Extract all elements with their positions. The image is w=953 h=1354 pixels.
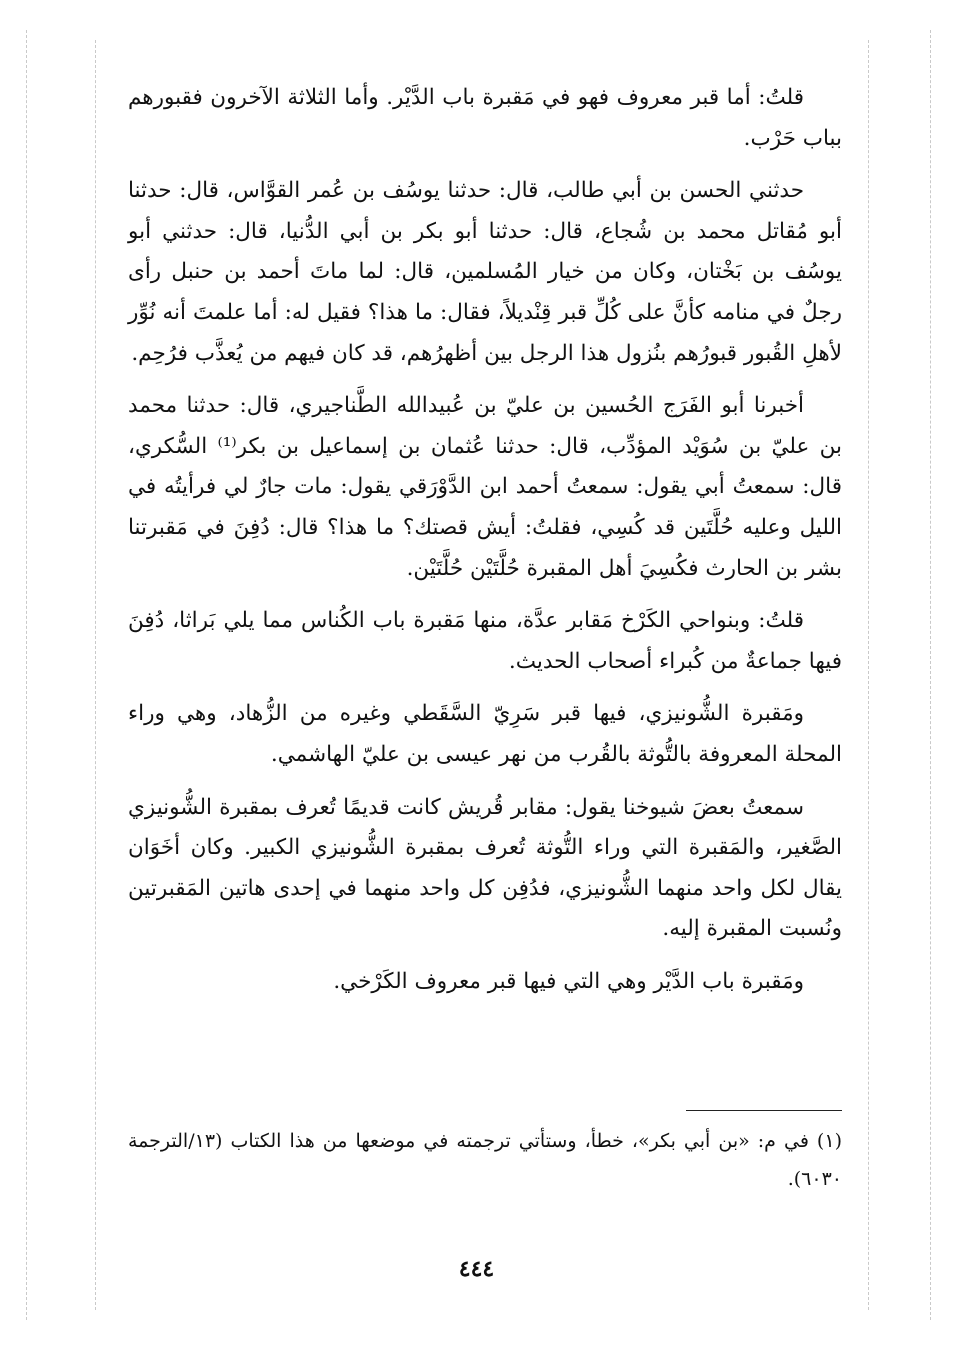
paragraph: قلتُ: أما قبر معروف فهو في مَقبرة باب الدَّيْر. وأما الثلاثة الآخرون فقبورهم بباب حَرْب. <box>128 85 842 151</box>
main-text <box>128 78 842 1002</box>
scan-artifact-line <box>95 40 96 1310</box>
paragraph: ومَقبرة الشُّونيزي، فيها قبر سَرِيّ السَّقَطي وغيره من الزُّهاد، وهي وراء المحلة المعروفة بالتُّوثة بالقُرب من نهر عيسى بن عليّ الهاشمي. <box>128 701 842 767</box>
scan-artifact-line <box>26 30 27 1320</box>
paragraph: أخبرنا أبو الفَرَج الحُسين بن عليّ بن عُبيدالله الطَّناجيري، قال: حدثنا محمد بن عليّ بن سُوَيْد المؤدِّب، قال: حدثنا عُثمان بن إسماعيل بن بكر⁽¹⁾ السُّكري، قال: سمعتُ أبي يقول: سمعتُ أحمد ابن الدَّوْرَقي يقول: مات جارٌ لي فرأيتُه في الليل وعليه حُلَّتَين قد كُسِي، فقلتُ: أيش قصتك؟ ما هذا؟ قال: دُفِنَ في مَقبرتنا بشر بن الحارث فكُسِيَ أهل المقبرة حُلَّتَيْن حُلَّتَيْن. <box>128 393 842 581</box>
footnote: (١) في م: «بن أبي بكر»، خطأ، وستأتي ترجمته في موضعها من هذا الكتاب (١٣/الترجمة ٦٠٣٠). <box>128 1130 842 1190</box>
paragraph: ومَقبرة باب الدَّيْر وهي التي فيها قبر معروف الكَرْخي. <box>333 968 804 994</box>
page-number: ٤٤٤ <box>458 1256 495 1282</box>
scan-artifact-line <box>930 30 931 1320</box>
footnote-separator <box>686 1110 842 1111</box>
scan-artifact-line <box>868 40 869 1310</box>
paragraph: قلتُ: وبنواحي الكَرْخ مَقابر عدَّة، منها مَقبرة باب الكُناس مما يلي بَراثا، دُفِنَ فيها جماعةٌ من كُبراء أصحاب الحديث. <box>128 608 842 674</box>
paragraph: حدثني الحسن بن أبي طالب، قال: حدثنا يوسُف بن عُمر القوَّاس، قال: حدثنا أبو مُقاتل محمد بن شُجاع، قال: حدثنا أبو بكر بن أبي الدُّنيا، قال: حدثني أبو يوسُف بن بَخْتان، وكان من خيار المُسلمين، قال: لما ماتَ أحمد بن حنبل رأى رجلٌ في منامه كأنَّ على كُلِّ قبر قِنْديلاً، فقال: ما هذا؟ فقيل له: أما علمتَ أنه نُوِّر لأهلِ القُبور قبورُهم بنُزول هذا الرجل بين أظهرُهم، قد كان فيهم من يُعذَّب فرُحِم. <box>128 178 842 366</box>
paragraph: سمعتُ بعضَ شيوخنا يقول: مقابر قُريش كانت قديمًا تُعرف بمقبرة الشُّونيزي الصَّغير، والمَقبرة التي وراء التُّوثة تُعرف بمقبرة الشُّونيزي الكبير. وكان أخَوَان يقال لكل واحد منهما الشُّونيزي، فدُفِن كل واحد منهما في إحدى هاتين المَقبرتين ونُسبت المقبرة إليه. <box>128 794 842 942</box>
